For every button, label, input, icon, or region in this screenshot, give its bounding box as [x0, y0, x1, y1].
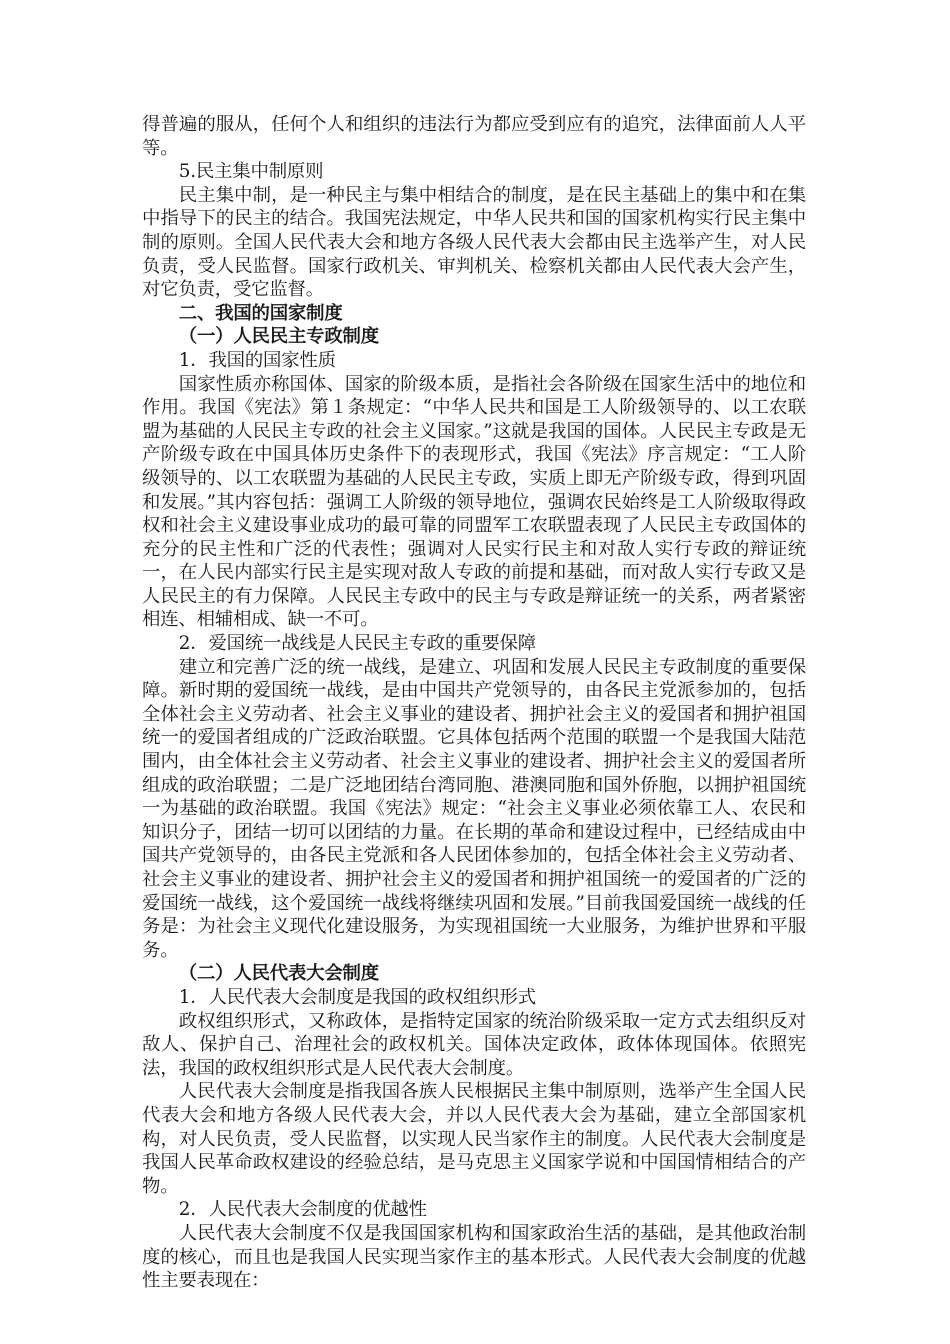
paragraph-congress-definition: 人民代表大会制度是指我国各族人民根据民主集中制原则，选举产生全国人民代表大会和地方各级人民代表大会，并以人民代表大会为基础，建立全部国家机构，对人民负责，受人民监督，以实现人民当家作主的制度。人民代表大会制度是我国人民革命政权建设的经验总结，是马克思主义国家学说和中国国情相结合的产物。: [142, 1081, 806, 1197]
document-page: [142, 113, 806, 1293]
subheading-congress-superiority: 2．人民代表大会制度的优越性: [178, 1199, 427, 1221]
subheading-regime-form: 1．人民代表大会制度是我国的政权组织形式: [178, 986, 536, 1008]
subheading-state-nature: 1．我国的国家性质: [178, 349, 336, 371]
paragraph-united-front: 建立和完善广泛的统一战线，是建立、巩固和发展人民民主专政制度的重要保障。新时期的爱国统一战线，是由中国共产党领导的，由各民主党派参加的，包括全体社会主义劳动者、社会主义事业的建设者、拥护社会主义的爱国者和拥护祖国统一的爱国者组成的广泛政治联盟。它具体包括两个范围的联盟一个是我国大陆范围内，由全体社会主义劳动者、社会主义事业的建设者、拥护社会主义的爱国者所组成的政治联盟；二是广泛地团结台湾同胞、港澳同胞和国外侨胞，以拥护祖国统一为基础的政治联盟。我国《宪法》规定：“社会主义事业必须依靠工人、农民和知识分子，团结一切可以团结的力量。在长期的革命和建设过程中，已经结成由中国共产党领导的，由各民主党派和各人民团体参加的，包括全体社会主义劳动者、社会主义事业的建设者、拥护社会主义的爱国者和拥护祖国统一的爱国者的广泛的爱国统一战线，这个爱国统一战线将继续巩固和发展。”目前我国爱国统一战线的任务是：为社会主义现代化建设服务，为实现祖国统一大业服务，为维护世界和平服务。: [142, 656, 806, 961]
paragraph-regime-form: 政权组织形式，又称政体，是指特定国家的统治阶级采取一定方式去组织反对敌人、保护自己、治理社会的政权机关。国体决定政体，政体体现国体。依照宪法，我国的政权组织形式是人民代表大会制度。: [142, 1010, 806, 1079]
paragraph-state-nature: 国家性质亦称国体、国家的阶级本质，是指社会各阶级在国家生活中的地位和作用。我国《宪法》第１条规定：“中华人民共和国是工人阶级领导的、以工农联盟为基础的人民民主专政的社会主义国家。”这就是我国的国体。人民民主专政是无产阶级专政在中国具体历史条件下的表现形式，我国《宪法》序言规定：“工人阶级领导的、以工农联盟为基础的人民民主专政，实质上即无产阶级专政，得到巩固和发展。”其内容包括：强调工人阶级的领导地位，强调农民始终是工人阶级取得政权和社会主义建设事业成功的最可靠的同盟军工农联盟表现了人民民主专政国体的充分的民主性和广泛的代表性；强调对人民实行民主和对敌人实行专政的辩证统一，在人民内部实行民主是实现对敌人专政的前提和基础，而对敌人实行专政又是人民民主的有力保障。人民民主专政中的民主与专政是辩证统一的关系，两者紧密相连、相辅相成、缺一不可。: [142, 373, 806, 631]
subheading-democratic-centralism: 5.民主集中制原则: [178, 161, 324, 183]
heading-peoples-democratic-dictatorship: （一）人民民主专政制度: [178, 326, 379, 348]
paragraph-congress-superiority: 人民代表大会制度不仅是我国国家机构和国家政治生活的基础，是其他政治制度的核心，而且也是我国人民实现当家作主的基本形式。人民代表大会制度的优越性主要表现在：: [142, 1222, 806, 1292]
paragraph-continued: 得普遍的服从，任何个人和组织的违法行为都应受到应有的追究，法律面前人人平等。: [142, 114, 806, 159]
heading-state-system: 二、我国的国家制度: [178, 302, 343, 324]
paragraph-democratic-centralism: 民主集中制，是一种民主与集中相结合的制度，是在民主基础上的集中和在集中指导下的民主的结合。我国宪法规定，中华人民共和国的国家机构实行民主集中制的原则。全国人民代表大会和地方各级人民代表大会都由民主选举产生，对人民负责，受人民监督。国家行政机关、审判机关、检察机关都由人民代表大会产生，对它负责，受它监督。: [142, 184, 806, 301]
heading-peoples-congress-system: （二）人民代表大会制度: [178, 963, 379, 985]
subheading-united-front: 2．爱国统一战线是人民民主专政的重要保障: [178, 633, 536, 655]
